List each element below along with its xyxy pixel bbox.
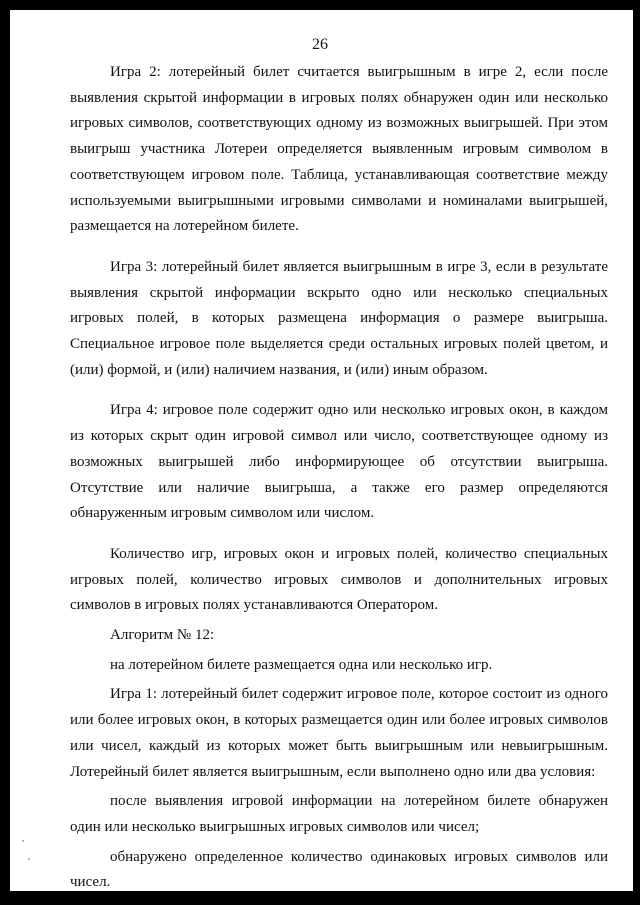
scan-border-right [633, 0, 640, 905]
scan-speck [28, 858, 30, 860]
paragraph-condition-2: обнаружено определенное количество одинаковых игровых символов или чисел. [70, 848, 608, 891]
paragraph-quantity: Количество игр, игровых окон и игровых полей, количество специальных игровых полей, количество игровых символов и дополнительных игровых символов в игровых полях устанавливаются Оператором. [70, 545, 608, 614]
paragraph-condition-1: после выявления игровой информации на лотерейном билете обнаружен один или несколько выигрышных игровых символов или чисел; [70, 793, 608, 835]
paragraph-game-4: Игра 4: игровое поле содержит одно или несколько игровых окон, в каждом из которых скрыт один игровой символ или число, соответствующее одному из возможных выигрышей либо информирующее об отсутствии выигрыша. Отсутствие или наличие выигрыша, а также его размер определяются обнаруженным игровым символом или числом. [70, 402, 608, 522]
page-number: 26 [312, 36, 328, 53]
scan-border-top [0, 0, 640, 10]
paragraph-game-3: Игра 3: лотерейный билет является выигрышным в игре 3, если в результате выявления скрытой информации вскрыто одно или несколько специальных игровых полей, в которых размещена информация о размере выигрыша. Специальное игровое поле выделяется среди остальных игровых полей цветом, и (или) формой, и (или) наличием названия, и (или) иным образом. [70, 258, 608, 378]
paragraph-algorithm-intro: на лотерейном билете размещается одна или несколько игр. [110, 656, 493, 673]
paragraph-game-1: Игра 1: лотерейный билет содержит игровое поле, которое состоит из одного или более игровых окон, в которых размещается один или более игровых символов или чисел, каждый из которых может быть выигрышным или невыигрышным. Лотерейный билет является выигрышным, если выполнено одно или два условия: [70, 686, 608, 780]
paragraph-game-2: Игра 2: лотерейный билет считается выигрышным в игре 2, если после выявления скрытой информации в игровых полях обнаружен один или несколько игровых символов, соответствующих одному из возможных выигрышей. При этом выигрыш участника Лотереи определяется выявленным игровым символом в соответствующем игровом поле. Таблица, устанавливающая соответствие между используемыми выигрышными игровыми символами и номиналами выигрышей, размещается на лотерейном билете. [70, 64, 608, 235]
paragraph-algorithm-heading: Алгоритм № 12: [110, 627, 215, 644]
scan-speck [22, 840, 24, 842]
document-body [70, 60, 608, 900]
scan-border-left [0, 0, 10, 905]
